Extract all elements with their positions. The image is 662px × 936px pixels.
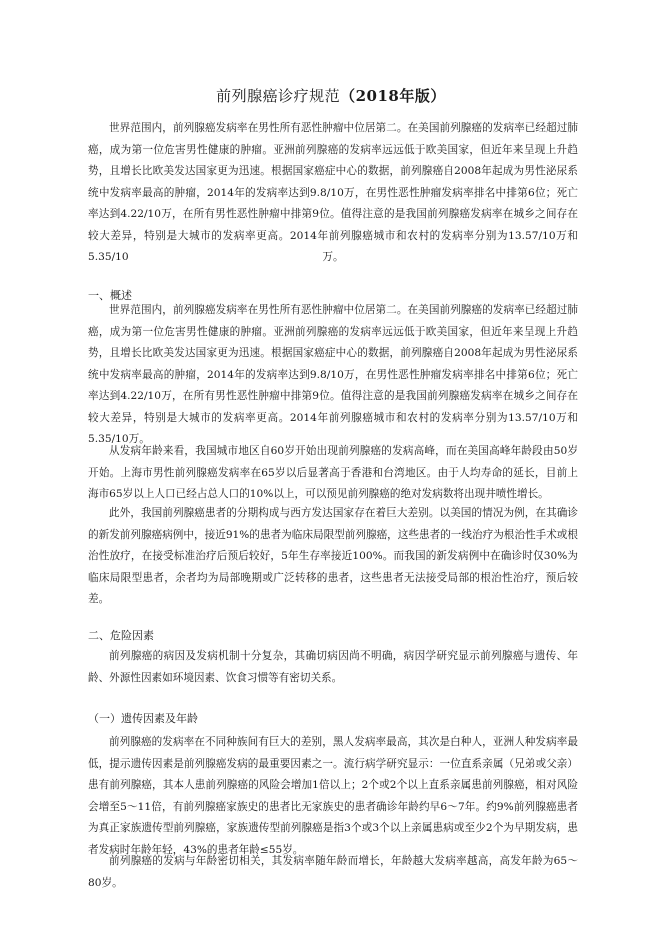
intro-paragraph-tail: 万。 bbox=[322, 251, 344, 263]
document-title bbox=[0, 86, 662, 106]
intro-paragraph: 世界范围内，前列腺癌发病率在男性所有恶性肿瘤中位居第二。在美国前列腺癌的发病率已经超过肺癌，成为第一位危害男性健康的肿瘤。亚洲前列腺癌的发病率远远低于欧美国家，但近年来呈现上升趋势，且增长比欧美发达国家更为迅速。根据国家癌症中心的数据，前列腺癌自2008年起成为男性泌尿系统中发病率最高的肿瘤，2014年的发病率达到9.8/10万，在男性恶性肿瘤发病率排名中排第6位；死亡率达到4.22/10万，在所有男性恶性肿瘤中排第9位。值得注意的是我国前列腺癌发病率在城乡之间存在较大差异，特别是大城市的发病率更高。2014年前列腺癌城市和农村的发病率分别为13.57/10万和5.35/10 bbox=[88, 122, 578, 263]
overview-paragraph-3: 此外，我国前列腺癌患者的分期构成与西方发达国家存在着巨大差别。以美国的情况为例，在其确诊的新发前列腺癌病例中，接近91%的患者为临床局限型前列腺癌，这些患者的一线治疗为根治性手术或根治性放疗，在接受标准治疗后预后较好，5年生存率接近100%。而我国的新发病例中在确诊时仅30%为临床局限型患者，余者均为局部晚期或广泛转移的患者，这些患者无法接受局部的根治性治疗，预后较差。 bbox=[88, 507, 578, 605]
genetics-paragraph-2: 前列腺癌的发病与年龄密切相关，其发病率随年龄而增长，年龄越大发病率越高，高发年龄为65～80岁。 bbox=[88, 855, 578, 889]
subsection-heading-genetics-age: （一）遗传因素及年龄 bbox=[88, 712, 198, 725]
risk-factors-paragraph-1: 前列腺癌的病因及发病机制十分复杂，其确切病因尚不明确，病因学研究显示前列腺癌与遗传、年龄、外源性因素如环境因素、饮食习惯等有密切关系。 bbox=[88, 650, 578, 684]
section-heading-overview: 一、概述 bbox=[88, 289, 132, 302]
overview-paragraph-1: 世界范围内，前列腺癌发病率在男性所有恶性肿瘤中位居第二。在美国前列腺癌的发病率已经超过肺癌，成为第一位危害男性健康的肿瘤。亚洲前列腺癌的发病率远远低于欧美国家，但近年来呈现上升趋势，且增长比欧美发达国家更为迅速。根据国家癌症中心的数据，前列腺癌自2008年起成为男性泌尿系统中发病率最高的肿瘤，2014年的发病率达到9.8/10万，在男性恶性肿瘤发病率排名中排第6位；死亡率达到4.22/10万，在所有男性恶性肿瘤中排第9位。值得注意的是我国前列腺癌发病率在城乡之间存在较大差异，特别是大城市的发病率更高。2014年前列腺癌城市和农村的发病率分别为13.57/10万和5.35/10万。 bbox=[88, 304, 578, 445]
title-main: 前列腺癌诊疗规范 bbox=[216, 87, 341, 105]
title-year: （2018年版） bbox=[340, 87, 446, 105]
section-heading-risk-factors: 二、危险因素 bbox=[88, 629, 154, 642]
genetics-paragraph-1: 前列腺癌的发病率在不同种族间有巨大的差别，黑人发病率最高，其次是白种人，亚洲人种发病率最低，提示遗传因素是前列腺癌发病的最重要因素之一。流行病学研究显示：一位直系亲属（兄弟或父亲）患有前列腺癌，其本人患前列腺癌的风险会增加1倍以上；2个或2个以上直系亲属患前列腺癌，相对风险会增至5～11倍，有前列腺癌家族史的患者比无家族史的患者确诊年龄约早6～7年。约9%前列腺癌患者为真正家族遗传型前列腺癌，家族遗传型前列腺癌是指3个或3个以上亲属患病或至少2个为早期发病，患者发病时年龄年轻，43%的患者年龄≤55岁。 bbox=[88, 736, 578, 856]
overview-paragraph-2: 从发病年龄来看，我国城市地区自60岁开始出现前列腺癌的发病高峰，而在美国高峰年龄段由50岁开始。上海市男性前列腺癌发病率在65岁以后显著高于香港和台湾地区。由于人均寿命的延长，目前上海市65岁以上人口已经占总人口的10%以上，可以预见前列腺癌的绝对发病数将出现井喷性增长。 bbox=[88, 445, 578, 500]
